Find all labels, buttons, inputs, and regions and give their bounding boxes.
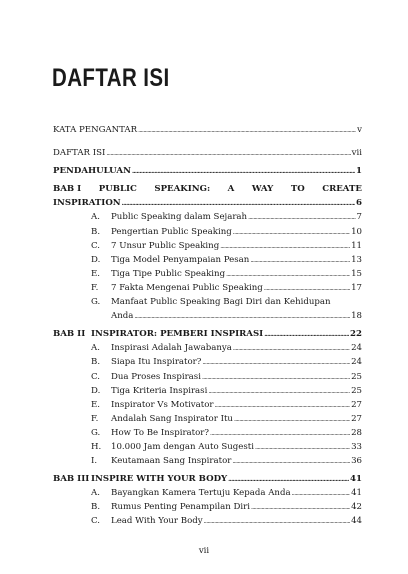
subentry-label: Tiga Model Penyampaian Pesan: [111, 254, 250, 265]
dot-leader: [255, 440, 350, 455]
subentry-page: 42: [351, 502, 362, 513]
chapter-heading-bab-2[interactable]: [53, 327, 362, 341]
dot-leader: [134, 309, 350, 324]
subentry-letter: G.: [91, 297, 101, 308]
toc-subentry[interactable]: [53, 514, 362, 528]
subentry-page: 36: [351, 456, 362, 467]
subentry-page: 11: [351, 240, 362, 251]
subentry-letter: B.: [91, 226, 101, 237]
dot-leader: [202, 370, 350, 385]
subentry-page: 27: [351, 399, 362, 410]
chapter-title: INSPIRATOR: PEMBERI INSPIRASI: [91, 329, 264, 340]
chapter-title-word: TO: [290, 184, 305, 195]
toc-subentry[interactable]: [53, 412, 362, 426]
subentry-letter: E.: [91, 268, 101, 279]
subentry-letter: I.: [91, 456, 98, 467]
toc-subentry[interactable]: [53, 370, 362, 384]
toc-subentry[interactable]: [53, 253, 362, 267]
subentry-letter: A.: [91, 488, 100, 499]
subentry-letter: C.: [91, 240, 101, 251]
subentry-letter: B.: [91, 357, 101, 368]
toc-entry-label: DAFTAR ISI: [53, 148, 106, 159]
chapter-title-word: PUBLIC: [98, 184, 137, 195]
dot-leader: [202, 355, 350, 370]
subentry-letter: F.: [91, 413, 99, 424]
chapter-heading-bab-3[interactable]: [53, 472, 362, 486]
toc-entry-kata-pengantar[interactable]: [53, 123, 362, 137]
subentry-label: Rumus Penting Penampilan Diri: [111, 502, 250, 513]
chapter-title-word: WAY: [251, 184, 274, 195]
subentry-letter: A.: [91, 212, 100, 223]
subentry-letter: C.: [91, 516, 101, 527]
dot-leader: [233, 341, 350, 356]
toc-entry-daftar-isi[interactable]: [53, 146, 362, 160]
dot-leader: [138, 123, 356, 138]
subentry-label: Bayangkan Kamera Tertuju Kepada Anda: [111, 488, 291, 499]
subentry-letter: D.: [91, 254, 101, 265]
chapter-title-word: SPEAKING:: [154, 184, 211, 195]
chapter-heading-bab-1[interactable]: [53, 182, 362, 196]
subentry-label: Inspirasi Adalah Jawabanya: [111, 343, 232, 354]
dot-leader: [251, 500, 350, 515]
toc-subentry[interactable]: [53, 440, 362, 454]
subentry-label: Andalah Sang Inspirator Itu: [111, 413, 233, 424]
dot-leader: [250, 253, 350, 268]
toc-subentry[interactable]: [53, 384, 362, 398]
dot-leader: [248, 210, 355, 225]
page-title: DAFTAR ISI: [52, 64, 170, 92]
dot-leader: [234, 412, 350, 427]
toc-entry-pendahuluan[interactable]: [53, 164, 362, 178]
chapter-title-cont: INSPIRATION: [53, 198, 121, 209]
toc-entry-page: vii: [351, 148, 362, 159]
dot-leader: [228, 472, 349, 487]
toc-entry-page: 1: [356, 166, 362, 177]
toc-subentry[interactable]: [53, 281, 362, 295]
subentry-page: 27: [351, 413, 362, 424]
dot-leader: [122, 196, 355, 211]
subentry-label: 7 Unsur Public Speaking: [111, 240, 220, 251]
dot-leader: [215, 398, 351, 413]
subentry-label: Siapa Itu Inspirator?: [111, 357, 202, 368]
subentry-label: Tiga Tipe Public Speaking: [111, 268, 226, 279]
dot-leader: [132, 164, 355, 179]
subentry-page: 33: [351, 441, 362, 452]
subentry-label: Public Speaking dalam Sejarah: [111, 212, 248, 223]
subentry-label: 7 Fakta Mengenai Public Speaking: [111, 282, 263, 293]
subentry-letter: B.: [91, 502, 101, 513]
dot-leader: [210, 426, 350, 441]
chapter-number: BAB II: [53, 329, 86, 340]
toc-entry-label: KATA PENGANTAR: [53, 125, 138, 135]
subentry-letter: D.: [91, 385, 101, 396]
toc-subentry[interactable]: [53, 295, 362, 309]
subentry-letter: A.: [91, 343, 100, 354]
subentry-letter: E.: [91, 399, 101, 410]
page-number: vii: [198, 546, 210, 556]
chapter-number: BAB III: [53, 474, 90, 485]
dot-leader: [106, 146, 350, 161]
toc-subentry[interactable]: [53, 426, 362, 440]
dot-leader: [264, 327, 349, 342]
subentry-page: 24: [351, 357, 362, 368]
toc-subentry[interactable]: [53, 210, 362, 224]
subentry-page: 25: [351, 371, 362, 382]
subentry-page: 15: [351, 268, 362, 279]
table-of-contents: [53, 123, 362, 529]
toc-subentry[interactable]: [53, 267, 362, 281]
toc-subentry[interactable]: [53, 398, 362, 412]
subentry-page: 25: [351, 385, 362, 396]
toc-subentry[interactable]: [53, 341, 362, 355]
dot-leader: [208, 384, 350, 399]
subentry-page: 18: [351, 311, 362, 322]
toc-subentry-cont[interactable]: [53, 309, 362, 323]
subentry-label: Inspirator Vs Motivator: [111, 399, 214, 410]
subentry-page: 13: [351, 254, 362, 265]
dot-leader: [233, 225, 350, 240]
subentry-page: 17: [351, 282, 362, 293]
subentry-letter: C.: [91, 371, 101, 382]
dot-leader: [226, 267, 350, 282]
toc-subentry[interactable]: [53, 239, 362, 253]
chapter-heading-bab-1-cont[interactable]: [53, 196, 362, 210]
toc-subentry[interactable]: [53, 500, 362, 514]
subentry-page: 7: [356, 212, 362, 223]
subentry-page: 44: [351, 516, 362, 527]
subentry-label: Lead With Your Body: [111, 516, 203, 527]
chapter-title-word: A: [227, 184, 235, 195]
chapter-title-word: CREATE: [322, 184, 362, 195]
toc-subentry[interactable]: [53, 225, 362, 239]
chapter-page: 6: [356, 198, 362, 209]
subentry-letter: G.: [91, 427, 101, 438]
chapter-page: 41: [350, 474, 362, 485]
chapter-number: BAB I: [53, 184, 82, 195]
subentry-label: Dua Proses Inspirasi: [111, 371, 201, 382]
toc-entry-page: v: [357, 125, 362, 135]
subentry-label: Pengertian Public Speaking: [111, 226, 232, 237]
dot-leader: [220, 239, 350, 254]
toc-subentry[interactable]: [53, 355, 362, 369]
dot-leader: [264, 281, 350, 296]
subentry-page: 24: [351, 343, 362, 354]
dot-leader: [292, 486, 350, 501]
subentry-label: How To Be Inspirator?: [111, 427, 210, 438]
toc-subentry[interactable]: [53, 454, 362, 468]
subentry-page: 41: [351, 488, 362, 499]
subentry-page: 28: [351, 427, 362, 438]
subentry-page: 10: [351, 226, 362, 237]
chapter-title: INSPIRE WITH YOUR BODY: [91, 474, 228, 485]
toc-entry-label: PENDAHULUAN: [53, 166, 131, 177]
dot-leader: [232, 454, 350, 469]
chapter-page: 22: [350, 329, 362, 340]
subentry-letter: F.: [91, 282, 99, 293]
subentry-label: Tiga Kriteria Inspirasi: [111, 385, 208, 396]
subentry-letter: H.: [91, 441, 102, 452]
toc-subentry[interactable]: [53, 486, 362, 500]
subentry-label: 10.000 Jam dengan Auto Sugesti: [111, 441, 254, 452]
subentry-label-cont: Anda: [111, 311, 134, 322]
subentry-label: Manfaat Public Speaking Bagi Diri dan Kehidupan: [111, 297, 331, 308]
dot-leader: [204, 514, 350, 529]
subentry-label: Keutamaan Sang Inspirator: [111, 456, 232, 467]
